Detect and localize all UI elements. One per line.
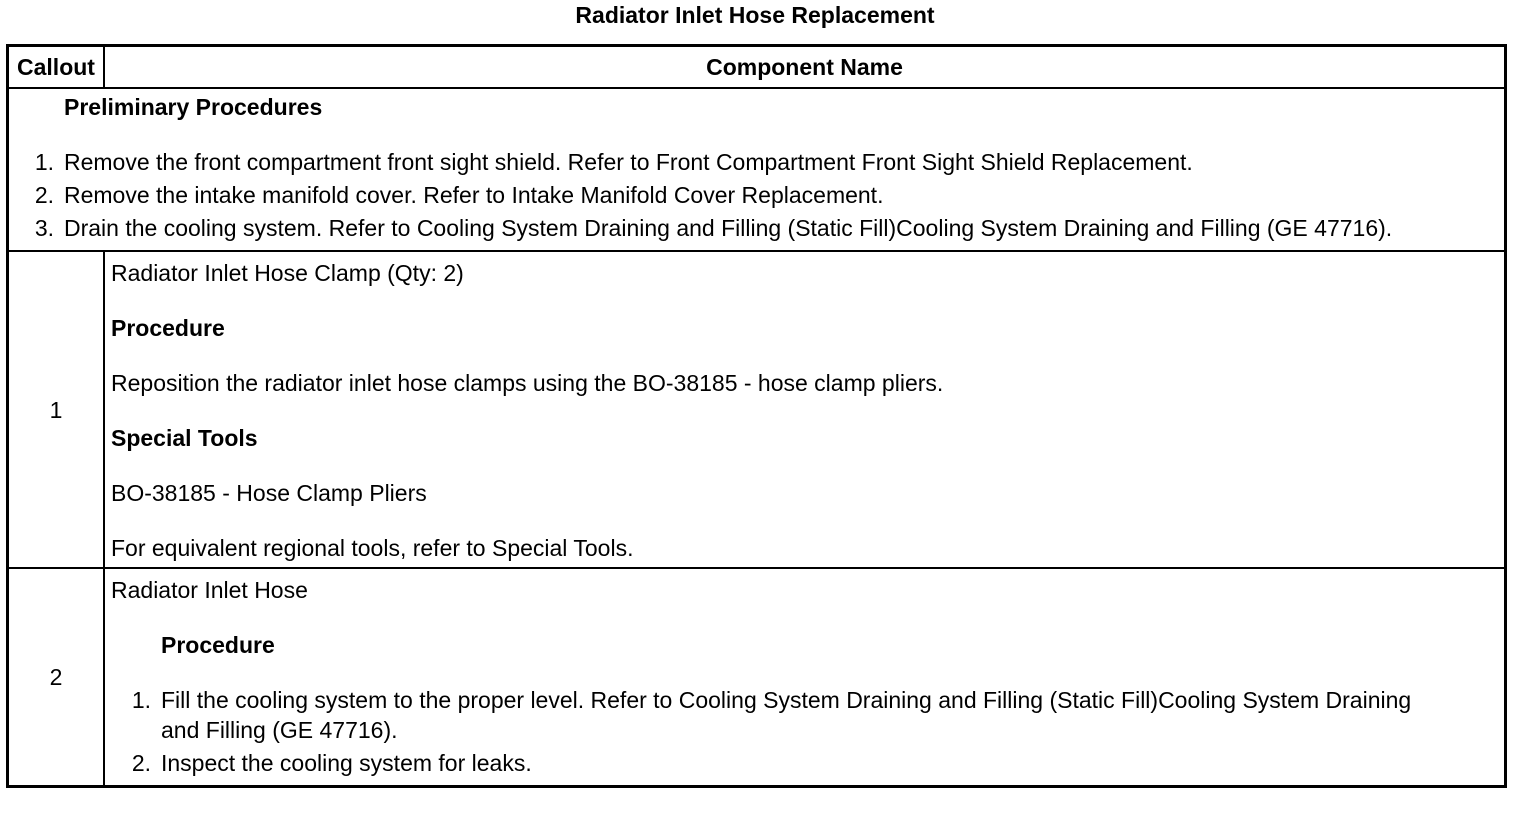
step-text: Remove the front compartment front sight shield. Refer to Front Compartment Front Sight Shield Replacement. bbox=[64, 149, 1193, 175]
list-item bbox=[111, 748, 1504, 778]
component-name: Radiator Inlet Hose bbox=[111, 577, 308, 603]
preliminary-row bbox=[8, 88, 1506, 251]
table-row bbox=[8, 251, 1506, 568]
component-column-header: Component Name bbox=[104, 46, 1506, 89]
special-tools-heading: Special Tools bbox=[111, 425, 258, 451]
step-text: Fill the cooling system to the proper level. Refer to Cooling System Draining and Filling (Static Fill)Cooling System Draining and Filling (GE 47716). bbox=[161, 687, 1412, 743]
preliminary-steps bbox=[9, 147, 1504, 243]
list-item bbox=[9, 213, 1504, 243]
list-item bbox=[9, 180, 1504, 210]
component-cell bbox=[104, 568, 1506, 787]
document-title: Radiator Inlet Hose Replacement bbox=[575, 2, 935, 28]
step-number: 2. bbox=[34, 182, 54, 208]
special-tool-item: BO-38185 - Hose Clamp Pliers bbox=[111, 480, 427, 506]
callout-column-header: Callout bbox=[8, 46, 105, 89]
special-tools-note: For equivalent regional tools, refer to Special Tools. bbox=[111, 535, 634, 561]
callout-number: 2 bbox=[8, 568, 105, 787]
step-number: 2. bbox=[131, 750, 151, 776]
component-name: Radiator Inlet Hose Clamp (Qty: 2) bbox=[111, 260, 464, 286]
callout-number: 1 bbox=[8, 251, 105, 568]
procedure-table bbox=[6, 44, 1507, 788]
preliminary-heading: Preliminary Procedures bbox=[64, 94, 323, 120]
header-row bbox=[8, 46, 1506, 89]
step-number: 1. bbox=[34, 149, 54, 175]
procedure-heading: Procedure bbox=[111, 315, 225, 341]
preliminary-cell bbox=[8, 88, 1506, 251]
step-number: 3. bbox=[34, 215, 54, 241]
list-item bbox=[111, 685, 1504, 745]
list-item bbox=[9, 147, 1504, 177]
step-text: Drain the cooling system. Refer to Cooling System Draining and Filling (Static Fill)Cooling System Draining and Filling (GE 47716). bbox=[64, 215, 1393, 241]
component-cell bbox=[104, 251, 1506, 568]
step-text: Inspect the cooling system for leaks. bbox=[161, 750, 532, 776]
procedure-heading: Procedure bbox=[161, 632, 275, 658]
procedure-steps bbox=[111, 685, 1504, 778]
procedure-text: Reposition the radiator inlet hose clamps using the BO-38185 - hose clamp pliers. bbox=[111, 370, 944, 396]
step-text: Remove the intake manifold cover. Refer to Intake Manifold Cover Replacement. bbox=[64, 182, 884, 208]
step-number: 1. bbox=[131, 687, 151, 713]
table-row bbox=[8, 568, 1506, 787]
